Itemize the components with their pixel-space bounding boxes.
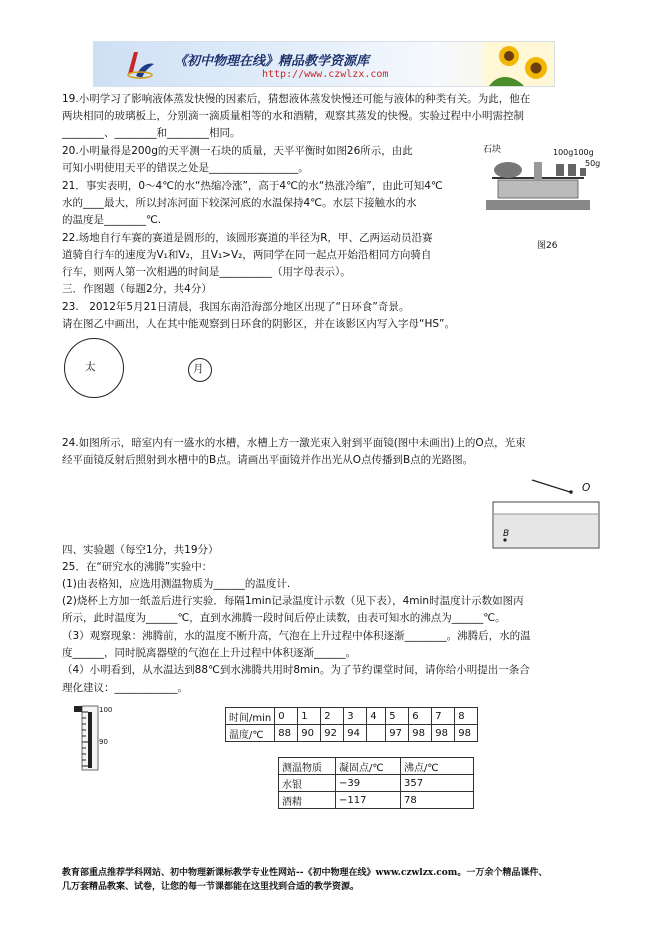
- q21-line-3: 的温度是________℃.: [62, 214, 162, 226]
- site-logo-icon: [122, 48, 156, 80]
- q25-line-7: （4）小明看到，从水温达到88℃到水沸腾共用时8min。为了节约课堂时间，请你给小明提出一条合: [62, 664, 530, 676]
- q21-line-2: 水的____最大，所以封冻河面下较深河底的水温保持4℃。水层下接触水的水: [62, 197, 417, 209]
- fig26-caption: 图26: [537, 241, 558, 251]
- table-cell: 98: [432, 725, 455, 742]
- table-cell: −39: [336, 775, 401, 792]
- table-cell: 5: [386, 708, 409, 725]
- table-cell: 78: [401, 792, 474, 809]
- footer-line-2: 几万套精品教案、试卷，让您的每一节课都能在这里找到合适的教学资源。: [62, 882, 360, 892]
- table-row: [226, 725, 478, 742]
- q19-line-1: 19.小明学习了影响液体蒸发快慢的因素后，猜想液体蒸发快慢还可能与液体的种类有关。为此，他在: [62, 93, 531, 105]
- q22-line-2: 道骑自行车的速度为V₁和V₂，且V₁>V₂，两同学在同一起点开始沿相同方向骑自: [62, 249, 432, 261]
- table-cell: 酒精: [279, 792, 336, 809]
- table-cell: 1: [298, 708, 321, 725]
- table-cell: 97: [386, 725, 409, 742]
- banner-url[interactable]: http://www.czwlzx.com: [262, 69, 389, 80]
- table-cell: −117: [336, 792, 401, 809]
- substance-table: [278, 757, 474, 809]
- q19-line-3: ________、________和________相同。: [62, 127, 241, 139]
- q25-line-8: 理化建议：____________。: [62, 682, 188, 694]
- table-cell: 沸点/℃: [401, 758, 474, 775]
- fig26-stone-label: 石块: [483, 145, 502, 155]
- q21-line-1: 21．事实表明，0～4℃的水“热缩冷涨”，高于4℃的水“热涨冷缩”，由此可知4℃: [62, 180, 443, 192]
- q23-line-2: 请在图乙中画出，人在其中能观察到日环食的阴影区，并在该影区内写入字母“HS”。: [62, 318, 455, 330]
- table-cell: [367, 725, 386, 742]
- q22-line-1: 22.场地自行车赛的赛道是圆形的，该圆形赛道的半径为R，甲、乙两运动员沿赛: [62, 232, 433, 244]
- header-banner: [93, 41, 555, 87]
- q25-line-5: （3）观察现象：沸腾前，水的温度不断升高，气泡在上升过程中体积逐渐________。沸腾后，水的温: [62, 630, 531, 642]
- table-cell: 92: [321, 725, 344, 742]
- moon-label: 月: [193, 363, 204, 375]
- banner-title: 《初中物理在线》精品教学资源库: [174, 54, 370, 69]
- q24-line-1: 24.如图所示，暗室内有一盛水的水槽，水槽上方一激光束入射到平面镜(图中未画出)上的O点，光束: [62, 437, 526, 449]
- table-cell: 7: [432, 708, 455, 725]
- footer-line-1: 教育部重点推荐学科网站、初中物理新课标教学专业性网站--《初中物理在线》www.czwlzx.com。一万余个精品课件、: [62, 868, 548, 878]
- table-cell: 94: [344, 725, 367, 742]
- table-cell: 357: [401, 775, 474, 792]
- thermometer-tick-90: 90: [99, 738, 108, 746]
- section-3-heading: 三．作图题（每题2分，共4分）: [62, 283, 212, 295]
- q23-line-1: 23. 2012年5月21日清晨，我国东南沿海部分地区出现了“日环食”奇景。: [62, 301, 410, 313]
- table-cell: 2: [321, 708, 344, 725]
- q25-line-6: 度______，同时脱离器壁的气泡在上升过程中体积逐渐______。: [62, 647, 356, 659]
- table-row: [279, 792, 474, 809]
- table-cell: 6: [409, 708, 432, 725]
- point-b-label: B: [503, 529, 510, 539]
- section-4-heading: 四、实验题（每空1分，共19分）: [62, 544, 219, 556]
- q25-line-1: 25．在“研究水的沸腾”实验中：: [62, 561, 213, 573]
- table-cell: 4: [367, 708, 386, 725]
- table-cell: 凝固点/℃: [336, 758, 401, 775]
- table-cell: 98: [455, 725, 478, 742]
- table-cell: 98: [409, 725, 432, 742]
- q25-line-4: 所示，此时温度为______℃，直到水沸腾一段时间后停止读数，由表可知水的沸点为______℃。: [62, 612, 506, 624]
- table-cell: 90: [298, 725, 321, 742]
- q24-line-2: 经平面镜反射后照射到水槽中的B点。请画出平面镜并作出光从O点传播到B点的光路图。: [62, 454, 474, 466]
- table-cell: 时间/min: [226, 708, 275, 725]
- table-cell: 温度/℃: [226, 725, 275, 742]
- table-cell: 8: [455, 708, 478, 725]
- table-cell: 88: [275, 725, 298, 742]
- sunflower-icon: [484, 42, 554, 86]
- time-temperature-table: [225, 707, 478, 742]
- q20-line-2: 可知小明使用天平的错误之处是_________________。: [62, 162, 309, 174]
- sun-label: 太: [85, 361, 96, 373]
- table-row: [226, 708, 478, 725]
- q20-line-1: 20.小明量得是200g的天平测一石块的质量，天平平衡时如图26所示，由此: [62, 145, 413, 157]
- table-cell: 测温物质: [279, 758, 336, 775]
- table-cell: 3: [344, 708, 367, 725]
- table-row: [279, 775, 474, 792]
- q22-line-3: 行车，则两人第一次相遇的时间是__________（用字母表示）。: [62, 266, 351, 278]
- table-cell: 0: [275, 708, 298, 725]
- fig26-50g-label: 50g: [585, 159, 601, 168]
- point-o-label: O: [582, 482, 591, 494]
- q25-line-2: (1)由表格知，应选用测温物质为______的温度计.: [62, 578, 291, 590]
- fig26-weights-label: 100g100g: [553, 148, 594, 157]
- thermometer-tick-100: 100: [99, 706, 113, 714]
- table-row: [279, 758, 474, 775]
- table-cell: 水银: [279, 775, 336, 792]
- q25-line-3: (2)烧杯上方加一纸盖后进行实验．每隔1min记录温度计示数（见下表），4min时温度计示数如图丙: [62, 595, 524, 607]
- q19-line-2: 两块相同的玻璃板上，分别滴一滴质量相等的水和酒精，观察其蒸发的快慢。实验过程中小明需控制: [62, 110, 524, 122]
